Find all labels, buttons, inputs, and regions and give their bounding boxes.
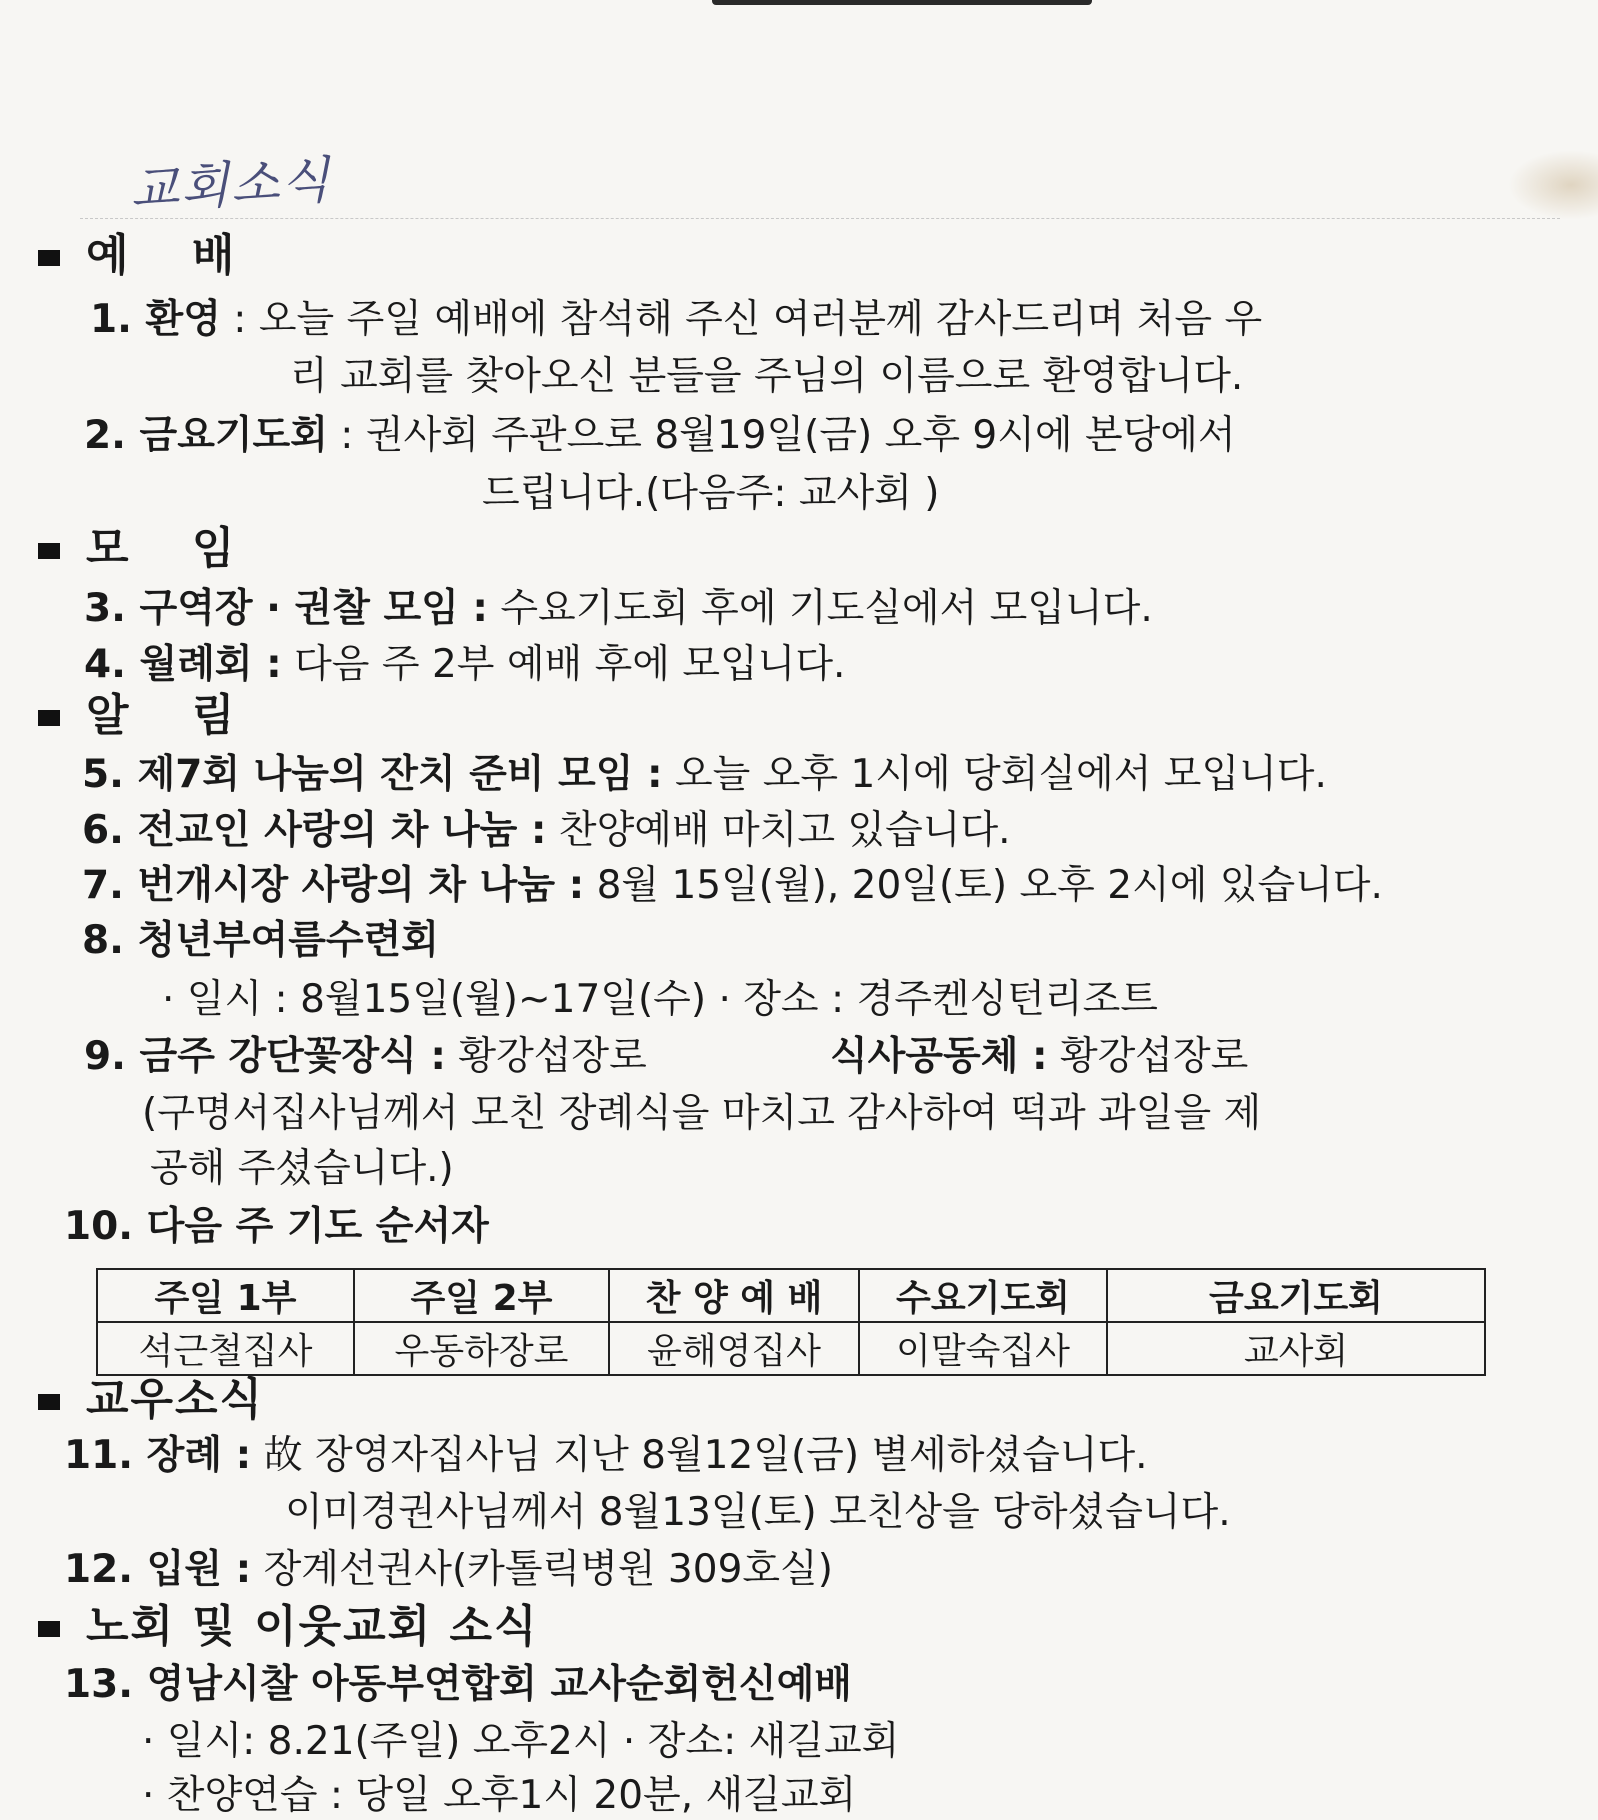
item-8: 8. 청년부여름수련회 [82, 918, 439, 963]
table-header-cell: 금요기도회 [1107, 1269, 1485, 1322]
table-cell: 교사회 [1107, 1322, 1485, 1375]
table-cell: 이말숙집사 [859, 1322, 1107, 1375]
prayer-schedule-table [96, 1268, 1486, 1376]
table-header-cell: 주일 1부 [97, 1269, 354, 1322]
table-cell: 석근철집사 [97, 1322, 354, 1375]
item-10: 10. 다음 주 기도 순서자 [64, 1204, 489, 1249]
bullet-square-icon [38, 250, 60, 266]
item-12: 12. 입원 : 장계선권사(카톨릭병원 309호실) [64, 1547, 833, 1592]
top-edge-bar [712, 0, 1092, 5]
item-11: 11. 장례 : 故 장영자집사님 지난 8월12일(금) 별세하셨습니다. [64, 1433, 1148, 1478]
bullet-square-icon [38, 543, 60, 559]
item-2: 2. 금요기도회 : 권사회 주관으로 8월19일(금) 오후 9시에 본당에서 [84, 413, 1236, 458]
section-presbytery: 노회 및 이웃교회 소식 [38, 1603, 539, 1651]
title-divider [80, 218, 1560, 219]
section-meeting: 모 임 [38, 525, 258, 573]
item-4: 4. 월례회 : 다음 주 2부 예배 후에 모입니다. [84, 642, 846, 687]
bullet-square-icon [38, 710, 60, 726]
table-header-cell: 주일 2부 [354, 1269, 609, 1322]
item-8-detail: · 일시 : 8월15일(월)~17일(수) · 장소 : 경주켄싱턴리조트 [162, 977, 1158, 1022]
table-header-cell: 수요기도회 [859, 1269, 1107, 1322]
item-1: 1. 환영 : 오늘 주일 예배에 참석해 주신 여러분께 감사드리며 처음 우 [90, 297, 1263, 342]
item-7: 7. 번개시장 사랑의 차 나눔 : 8월 15일(월), 20일(토) 오후 2시에 있습니다. [82, 863, 1383, 908]
paper-stain [1508, 150, 1598, 220]
table-cell: 우동하장로 [354, 1322, 609, 1375]
bullet-square-icon [38, 1621, 60, 1637]
item-5: 5. 제7회 나눔의 잔치 준비 모임 : 오늘 오후 1시에 당회실에서 모입니다. [82, 752, 1327, 797]
item-3: 3. 구역장 · 권찰 모임 : 수요기도회 후에 기도실에서 모입니다. [84, 586, 1153, 631]
item-13-practice: · 찬양연습 : 당일 오후1시 20분, 새길교회 [142, 1773, 857, 1818]
table-cell: 윤해영집사 [609, 1322, 859, 1375]
item-9-meal: 식사공동체 : 황강섭장로 [830, 1034, 1249, 1079]
item-11-cont: 이미경권사님께서 8월13일(토) 모친상을 당하셨습니다. [285, 1490, 1231, 1535]
section-notice: 알 림 [38, 692, 258, 740]
item-9: 9. 금주 강단꽃장식 : 황강섭장로 [84, 1034, 647, 1079]
table-header-cell: 찬 양 예 배 [609, 1269, 859, 1322]
bullet-square-icon [38, 1394, 60, 1410]
item-13: 13. 영남시찰 아동부연합회 교사순회헌신예배 [64, 1662, 852, 1707]
item-2-cont: 드립니다.(다음주: 교사회 ) [482, 471, 940, 516]
page-title: 교회소식 [128, 150, 333, 220]
item-1-cont: 리 교회를 찾아오신 분들을 주님의 이름으로 환영합니다. [290, 354, 1244, 399]
section-worship: 예 배 [38, 232, 258, 280]
table-header-row [97, 1269, 1485, 1322]
item-9-note: (구명서집사님께서 모친 장례식을 마치고 감사하여 떡과 과일을 제 [142, 1091, 1262, 1136]
item-13-detail: · 일시: 8.21(주일) 오후2시 · 장소: 새길교회 [142, 1719, 900, 1764]
table-row [97, 1322, 1485, 1375]
item-9-note-cont: 공해 주셨습니다.) [150, 1146, 454, 1191]
item-6: 6. 전교인 사랑의 차 나눔 : 찬양예배 마치고 있습니다. [82, 808, 1011, 853]
section-members: 교우소식 [38, 1376, 264, 1424]
